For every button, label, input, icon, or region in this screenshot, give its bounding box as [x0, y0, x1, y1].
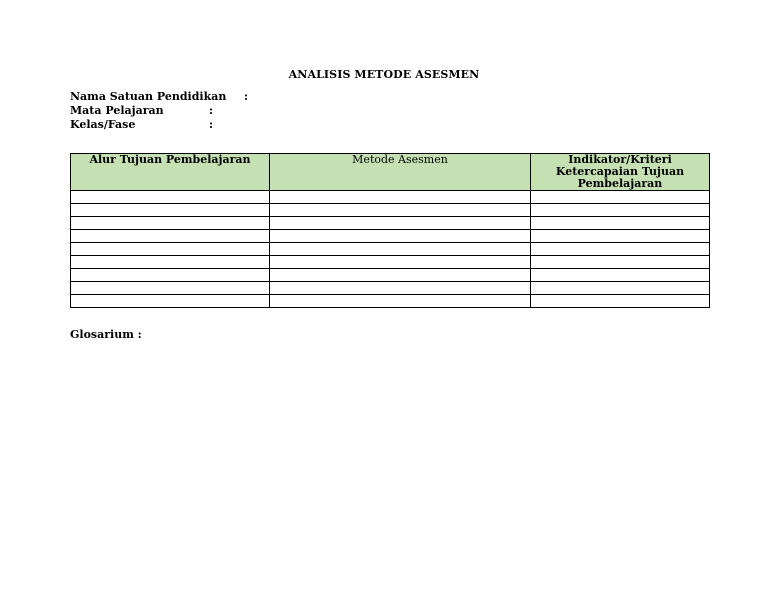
table-cell[interactable]: [71, 282, 270, 295]
field-subject-label: Mata Pelajaran: [70, 104, 164, 117]
table-cell[interactable]: [531, 295, 710, 308]
field-school-name-label: Nama Satuan Pendidikan: [70, 90, 227, 103]
table-row: [71, 282, 710, 295]
table-cell[interactable]: [531, 204, 710, 217]
table-cell[interactable]: [71, 204, 270, 217]
table-row: [71, 230, 710, 243]
table-cell[interactable]: [270, 256, 531, 269]
table-cell[interactable]: [270, 243, 531, 256]
field-class-phase-label: Kelas/Fase: [70, 118, 136, 131]
table-cell[interactable]: [270, 217, 531, 230]
table-cell[interactable]: [270, 282, 531, 295]
table-row: [71, 269, 710, 282]
table-cell[interactable]: [71, 230, 270, 243]
table-cell[interactable]: [270, 269, 531, 282]
table-cell[interactable]: [71, 295, 270, 308]
table-cell[interactable]: [270, 295, 531, 308]
table-cell[interactable]: [71, 269, 270, 282]
table-row: [71, 243, 710, 256]
table-cell[interactable]: [71, 256, 270, 269]
glossary-label: Glosarium :: [70, 328, 142, 341]
table-cell[interactable]: [531, 230, 710, 243]
table-body: [71, 191, 710, 308]
table-row: [71, 191, 710, 204]
table-row: [71, 217, 710, 230]
header-achievement-indicator: Indikator/Kriteri Ketercapaian Tujuan Pembelajaran: [531, 154, 710, 191]
field-class-phase-colon: :: [209, 118, 214, 131]
table-cell[interactable]: [531, 256, 710, 269]
table-cell[interactable]: [71, 217, 270, 230]
table-cell[interactable]: [71, 191, 270, 204]
table-cell[interactable]: [270, 191, 531, 204]
header-assessment-method: Metode Asesmen: [270, 154, 531, 191]
table-cell[interactable]: [531, 191, 710, 204]
field-school-name-colon: :: [244, 90, 249, 103]
table-cell[interactable]: [270, 204, 531, 217]
table-cell[interactable]: [71, 243, 270, 256]
table-row: [71, 204, 710, 217]
field-subject-colon: :: [209, 104, 214, 117]
table-cell[interactable]: [270, 230, 531, 243]
document-title: ANALISIS METODE ASESMEN: [288, 68, 480, 81]
table-cell[interactable]: [531, 282, 710, 295]
table-cell[interactable]: [531, 269, 710, 282]
table-row: [71, 256, 710, 269]
table-row: [71, 295, 710, 308]
assessment-analysis-table: [70, 153, 710, 308]
table-header-row: [71, 154, 710, 191]
header-learning-objective-flow: Alur Tujuan Pembelajaran: [71, 154, 270, 191]
table-cell[interactable]: [531, 217, 710, 230]
table-cell[interactable]: [531, 243, 710, 256]
